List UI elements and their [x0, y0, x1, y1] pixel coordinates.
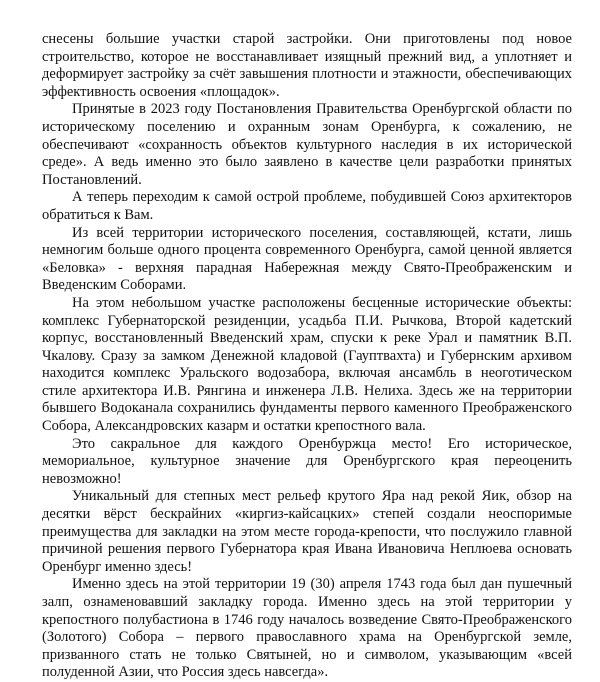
paragraph-belovka: Из всей территории исторического поселения, составляющей, кстати, лишь немногим больше одного процента современного Оренбурга, самой ценной является «Беловка» - верхняя парадная Набережная между Свято-Преображенским и Введенским Соборами.	[42, 224, 572, 294]
paragraph-continuation: снесены большие участки старой застройки. Они приготовлены под новое строительство, которое не восстанавливает изящный прежний вид, а уплотняет и деформирует застройку за счёт завышения плотности и этажности, обеспечивающих эффективность освоения «площадок».	[42, 31, 572, 100]
paragraph-transition: А теперь переходим к самой острой проблеме, побудившей Союз архитекторов обратиться к Вам.	[42, 189, 572, 223]
paragraph-historic-objects: На этом небольшом участке расположены бесценные исторические объекты: комплекс Губернаторской резиденции, усадьба П.И. Рычкова, Второй кадетский корпус, восстановленный Введенский храм, спуски к реке Урал и памятник В.П. Чкалову. Сразу за замком Денежной кладовой (Гауптвахта) и Губернским архивом находится комплекс Уральского водозабора, включая ансамбль в неоготическом стиле архитектора И.В. Рянгина и инженера Л.В. Нелиха. Здесь же на территории бывшего Водоканала сохранились фундаменты первого каменного Преображенского Собора, Александровских казарм и остатки крепостного вала.	[42, 294, 572, 435]
paragraph-relief: Уникальный для степных мест рельеф крутого Яра над рекой Яик, обзор на десятки вёрст бескрайних «киргиз-кайсацких» степей создали неоспоримые преимущества для закладки на этом месте города-крепости, что послужило главной причиной решения первого Губернатора края Ивана Ивановича Неплюева основать Оренбург именно здесь!	[42, 488, 572, 575]
paragraph-sacred-place: Это сакральное для каждого Оренбуржца место! Его историческое, мемориальное, культурное значение для Оренбургского края переоценить невозможно!	[42, 435, 572, 487]
paragraph-founding: Именно здесь на этой территории 19 (30) апреля 1743 года был дан пушечный залп, ознаменовавший закладку города. Именно здесь на этой территории у крепостного полубастиона в 1746 году началось возведение Свято-Преображенского (Золотого) Собора – первого православного храма на Оренбургской земле, призванного стать не только Святыней, но и символом, указывающим «всей полуденной Азии, что Россия здесь навсегда».	[42, 576, 572, 681]
document-page	[42, 31, 572, 682]
paragraph-resolutions: Принятые в 2023 году Постановления Правительства Оренбургской области по историческому поселению и охранным зонам Оренбурга, к сожалению, не обеспечивают «сохранность объектов культурного наследия в их исторической среде». А ведь именно это было заявлено в качестве цели разработки принятых Постановлений.	[42, 101, 572, 188]
